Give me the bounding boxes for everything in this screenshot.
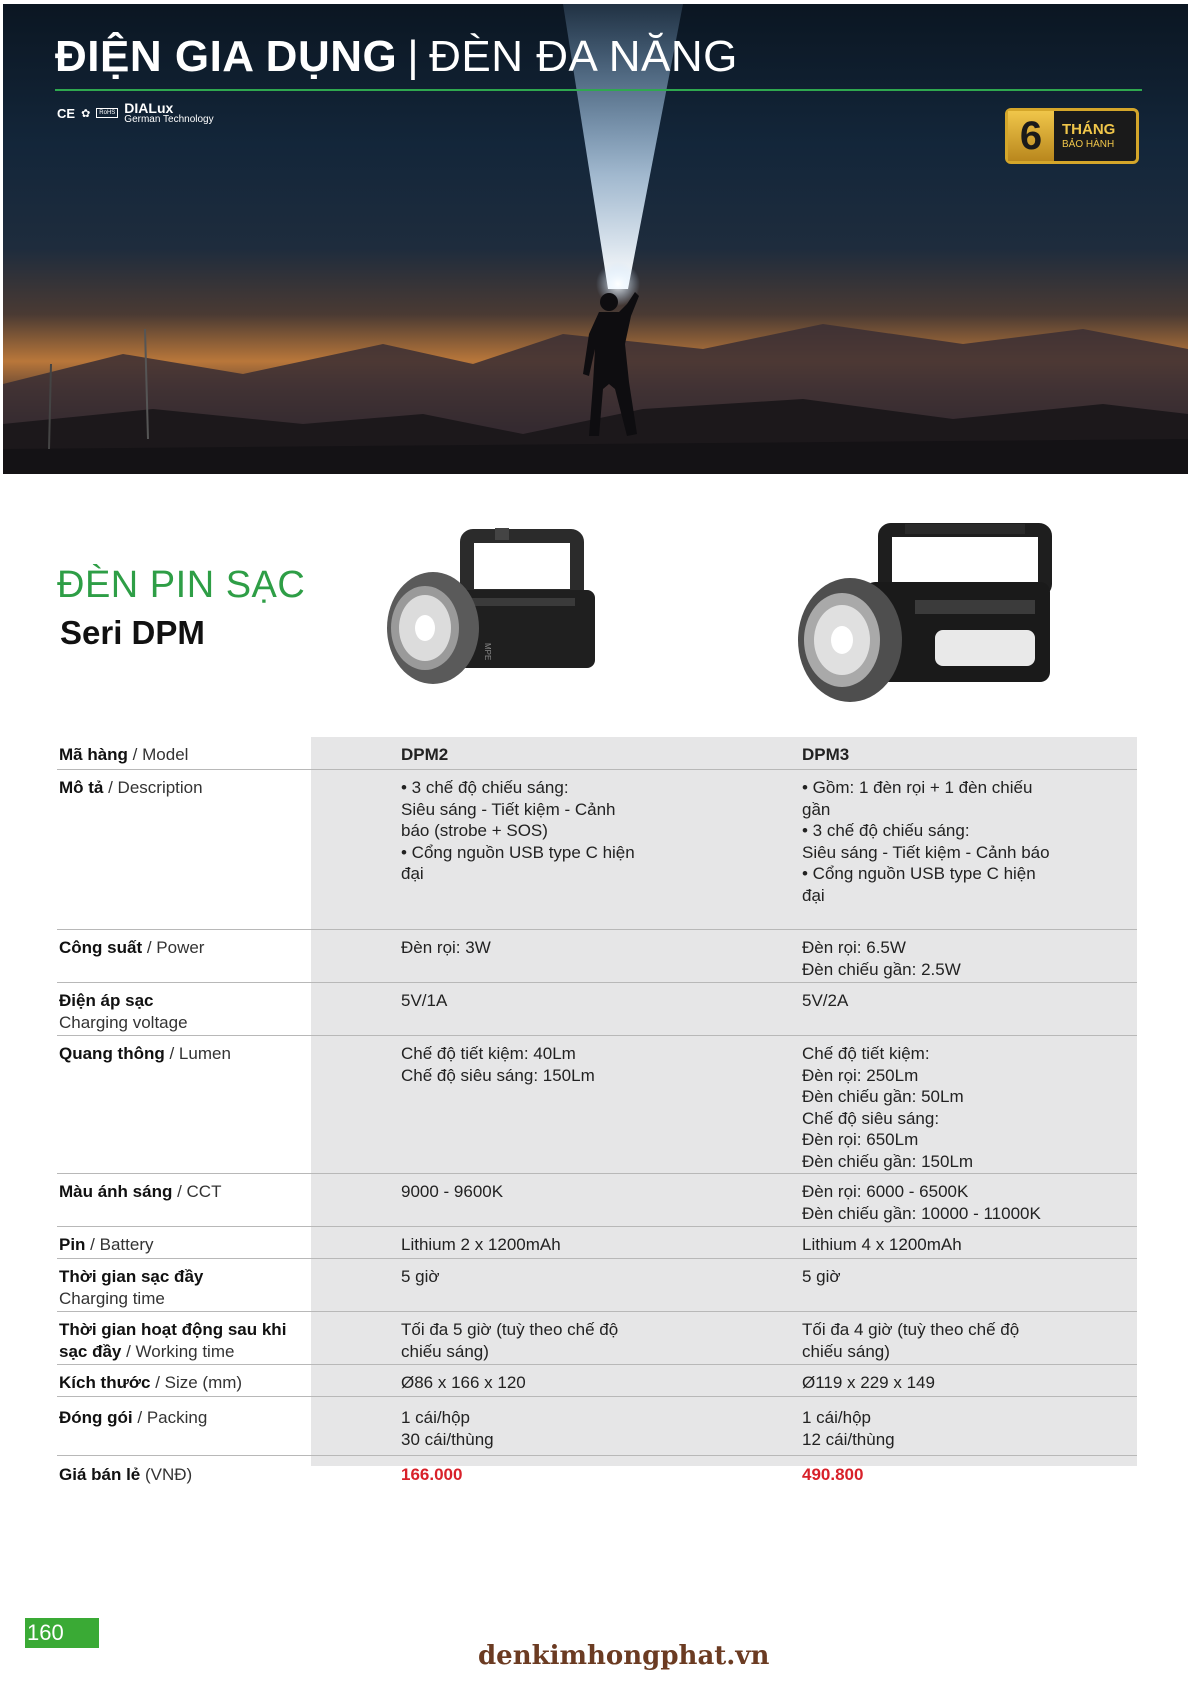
- table-row-cct: Màu ánh sáng / CCT 9000 - 9600K Đèn rọi: 6000 - 6500K Đèn chiếu gần: 10000 - 11000K: [57, 1174, 1137, 1227]
- table-row-description: Mô tả / Description • 3 chế độ chiếu sáng: Siêu sáng - Tiết kiệm - Cảnh báo (strobe + SOS) • Cổng nguồn USB type C hiện đại • Gồm: 1 đèn rọi + 1 đèn chiếu gần • 3 chế độ chiếu sáng: Siêu sáng - Tiết kiệm - Cảnh báo • Cổng nguồn USB type C hiện đại: [57, 770, 1137, 930]
- dpm2-price: 166.000: [401, 1465, 463, 1484]
- dpm2-label: MPE: [483, 643, 492, 661]
- dialux-logo: DIALux German Technology: [124, 100, 214, 125]
- category-title: ĐÈN PIN SẠC: [57, 564, 306, 606]
- table-row-size: Kích thước / Size (mm) Ø86 x 166 x 120 Ø119 x 229 x 149: [57, 1365, 1137, 1397]
- page-number: 160: [25, 1618, 99, 1648]
- dpm3-model: DPM3: [802, 745, 850, 764]
- hero-banner: [3, 4, 1188, 474]
- table-row-working-time: Thời gian hoạt động sau khi sạc đầy / Working time Tối đa 5 giờ (tuỳ theo chế độ chiếu sáng) Tối đa 4 giờ (tuỳ theo chế độ chiếu sáng): [57, 1312, 1137, 1365]
- rohs-mark: RoHS: [96, 108, 118, 118]
- table-row-price: Giá bán lẻ (VNĐ) 166.000 490.800: [57, 1456, 1137, 1492]
- table-row-power: Công suất / Power Đèn rọi: 3W Đèn rọi: 6.5W Đèn chiếu gần: 2.5W: [57, 930, 1137, 983]
- table-row-lumen: Quang thông / Lumen Chế độ tiết kiệm: 40Lm Chế độ siêu sáng: 150Lm Chế độ tiết kiệm: Đèn rọi: 250Lm Đèn chiếu gần: 50Lm Chế độ siêu sáng: Đèn rọi: 650Lm Đèn chiếu gần: 150Lm: [57, 1036, 1137, 1174]
- table-row-packing: Đóng gói / Packing 1 cái/hộp 30 cái/thùng 1 cái/hộp 12 cái/thùng: [57, 1397, 1137, 1456]
- certifications: [57, 101, 214, 125]
- series-title: Seri DPM: [60, 614, 205, 651]
- leaf-icon: ✿: [81, 107, 91, 120]
- dpm2-product-image: [385, 528, 615, 698]
- ce-mark: CE: [57, 105, 76, 121]
- title-underline: [55, 89, 1142, 91]
- page-title: ĐIỆN GIA DỤNG | ĐÈN ĐA NĂNG: [55, 32, 738, 81]
- dpm3-price: 490.800: [802, 1465, 864, 1484]
- table-row-battery: Pin / Battery Lithium 2 x 1200mAh Lithium 4 x 1200mAh: [57, 1227, 1137, 1259]
- dpm3-product-image: [795, 520, 1065, 705]
- spec-table: [57, 737, 1137, 1492]
- website-watermark: denkimhongphat.vn: [478, 1641, 770, 1671]
- table-row-charging-voltage: Điện áp sạc Charging voltage 5V/1A 5V/2A: [57, 983, 1137, 1036]
- table-row-charging-time: Thời gian sạc đầy Charging time 5 giờ 5 giờ: [57, 1259, 1137, 1312]
- warranty-badge: 6 THÁNG BẢO HÀNH: [1005, 108, 1139, 164]
- table-row-model: Mã hàng / Model DPM2 DPM3: [57, 737, 1137, 770]
- dpm2-model: DPM2: [401, 745, 449, 764]
